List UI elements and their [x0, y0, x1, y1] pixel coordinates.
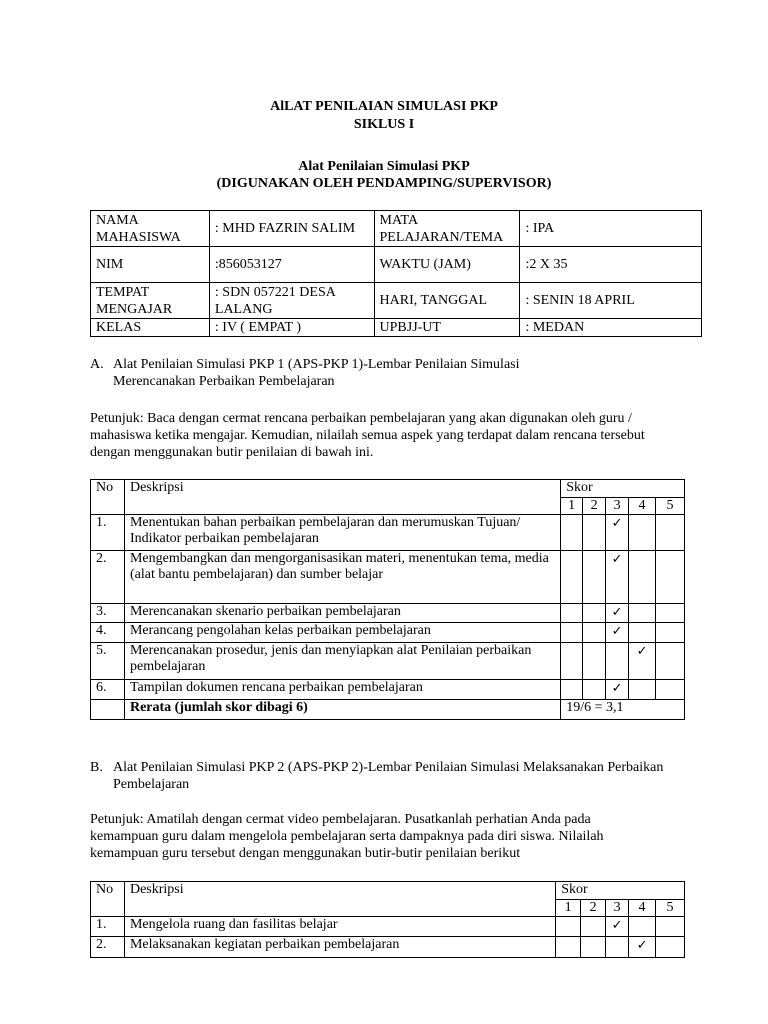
identity-value: : SENIN 18 APRIL	[520, 283, 702, 319]
table-row	[91, 604, 685, 623]
score-cell	[656, 515, 685, 551]
score-cell	[583, 623, 606, 643]
check-mark-icon: ✓	[606, 623, 629, 643]
row-number: 1.	[91, 515, 125, 551]
score-level: 2	[581, 900, 606, 917]
identity-value: : SDN 057221 DESA LALANG	[209, 283, 374, 319]
score-cell	[556, 917, 581, 937]
row-number: 5.	[91, 643, 125, 680]
score-cell	[556, 937, 581, 958]
identity-row	[91, 283, 702, 319]
score-cell	[656, 551, 685, 604]
score-cell	[583, 643, 606, 680]
score-cell	[561, 623, 583, 643]
score-cell	[581, 917, 606, 937]
row-number: 3.	[91, 604, 125, 623]
identity-label: HARI, TANGGAL	[374, 283, 520, 319]
score-cell	[583, 551, 606, 604]
average-row	[91, 700, 685, 720]
identity-label: MATA PELAJARAN/TEMA	[374, 211, 520, 247]
check-mark-icon: ✓	[606, 515, 629, 551]
section-a-instruction: Petunjuk: Baca dengan cermat rencana perbaikan pembelajaran yang akan digunakan oleh guru / mahasiswa ketika mengajar. Kemudian, nilailah semua aspek yang terdapat dalam rencana tersebut dengan menggunakan butir penilaian di bawah ini.	[90, 411, 645, 460]
section-a-heading	[90, 356, 690, 390]
row-number: 2.	[91, 551, 125, 604]
table-row	[91, 643, 685, 680]
row-number: 4.	[91, 623, 125, 643]
row-description: Tampilan dokumen rencana perbaikan pembelajaran	[124, 680, 560, 700]
identity-row	[91, 319, 702, 337]
col-desc-header: Deskripsi	[124, 480, 560, 515]
identity-table	[90, 210, 702, 337]
identity-label: WAKTU (JAM)	[374, 247, 520, 283]
score-level: 5	[656, 498, 685, 515]
identity-value: :2 X 35	[520, 247, 702, 283]
score-cell	[561, 515, 583, 551]
identity-value: : IPA	[520, 211, 702, 247]
check-mark-icon: ✓	[629, 643, 656, 680]
col-score-header: Skor	[561, 480, 685, 498]
document-subtitle: Alat Penilaian Simulasi PKP	[298, 159, 470, 174]
check-mark-icon: ✓	[606, 604, 629, 623]
identity-label: TEMPAT MENGAJAR	[91, 283, 210, 319]
score-cell	[656, 604, 685, 623]
score-cell	[561, 643, 583, 680]
score-cell	[656, 643, 685, 680]
table-row	[91, 551, 685, 604]
score-level: 4	[629, 900, 656, 917]
score-cell	[656, 623, 685, 643]
identity-value: : MHD FAZRIN SALIM	[209, 211, 374, 247]
score-cell	[656, 937, 685, 958]
col-no-header: No	[91, 480, 125, 515]
score-level: 1	[556, 900, 581, 917]
check-mark-icon: ✓	[606, 551, 629, 604]
score-cell	[629, 551, 656, 604]
identity-label: UPBJJ-UT	[374, 319, 520, 337]
table-row	[91, 623, 685, 643]
check-mark-icon: ✓	[629, 937, 656, 958]
row-number: 1.	[91, 917, 125, 937]
score-cell	[561, 604, 583, 623]
identity-label: NAMA MAHASISWA	[91, 211, 210, 247]
score-level: 5	[656, 900, 685, 917]
document-title: AlLAT PENILAIAN SIMULASI PKP	[270, 99, 498, 114]
row-description: Mengelola ruang dan fasilitas belajar	[124, 917, 555, 937]
score-cell	[583, 604, 606, 623]
score-cell	[656, 680, 685, 700]
section-b-title: Alat Penilaian Simulasi PKP 2 (APS-PKP 2)-Lembar Penilaian Simulasi Melaksanakan Perbaikan Pembelajaran	[113, 760, 664, 792]
row-number: 6.	[91, 680, 125, 700]
row-description: Mengembangkan dan mengorganisasikan materi, menentukan tema, media (alat bantu pembelajaran) dan sumber belajar	[124, 551, 560, 604]
col-score-header: Skor	[556, 882, 685, 900]
section-b-letter: B.	[90, 760, 103, 775]
score-cell	[581, 937, 606, 958]
row-description: Merencanakan prosedur, jenis dan menyiapkan alat Penilaian perbaikan pembelajaran	[124, 643, 560, 680]
section-a-score-table	[90, 479, 685, 720]
row-description: Merencanakan skenario perbaikan pembelajaran	[124, 604, 560, 623]
identity-value: : MEDAN	[520, 319, 702, 337]
score-cell	[606, 643, 629, 680]
score-level: 1	[561, 498, 583, 515]
table-row	[91, 515, 685, 551]
table-row	[91, 680, 685, 700]
score-cell	[583, 680, 606, 700]
check-mark-icon: ✓	[606, 680, 629, 700]
cycle-label: SIKLUS I	[353, 117, 415, 132]
average-label: Rerata (jumlah skor dibagi 6)	[124, 700, 560, 720]
score-level: 2	[583, 498, 606, 515]
score-cell	[629, 917, 656, 937]
table-row	[91, 917, 685, 937]
row-description: Merancang pengolahan kelas perbaikan pembelajaran	[124, 623, 560, 643]
row-number: 2.	[91, 937, 125, 958]
document-subtitle-note: (DIGUNAKAN OLEH PENDAMPING/SUPERVISOR)	[216, 176, 552, 191]
score-level: 4	[629, 498, 656, 515]
score-cell	[629, 680, 656, 700]
section-a-letter: A.	[90, 357, 104, 372]
row-description: Melaksanakan kegiatan perbaikan pembelajaran	[124, 937, 555, 958]
score-cell	[561, 680, 583, 700]
section-b-heading	[90, 759, 690, 793]
score-cell	[561, 551, 583, 604]
identity-label: NIM	[91, 247, 210, 283]
identity-row	[91, 247, 702, 283]
score-cell	[583, 515, 606, 551]
score-level: 3	[606, 900, 629, 917]
check-mark-icon: ✓	[606, 917, 629, 937]
col-desc-header: Deskripsi	[124, 882, 555, 917]
identity-value: : IV ( EMPAT )	[209, 319, 374, 337]
section-b-instruction: Petunjuk: Amatilah dengan cermat video pembelajaran. Pusatkanlah perhatian Anda pada kemampuan guru dalam mengelola pembelajaran serta dampaknya pada diri siswa. Nilailah kemampuan guru tersebut dengan menggunakan butir-butir penilaian berikut	[90, 812, 604, 861]
score-cell	[606, 937, 629, 958]
identity-value: :856053127	[209, 247, 374, 283]
identity-label: KELAS	[91, 319, 210, 337]
score-cell	[629, 604, 656, 623]
score-cell	[656, 917, 685, 937]
score-cell	[629, 623, 656, 643]
table-row	[91, 937, 685, 958]
identity-row	[91, 211, 702, 247]
average-value: 19/6 = 3,1	[561, 700, 685, 720]
section-a-title: Alat Penilaian Simulasi PKP 1 (APS-PKP 1)-Lembar Penilaian Simulasi Merencanakan Perbaikan Pembelajaran	[113, 357, 520, 389]
score-cell	[629, 515, 656, 551]
score-level: 3	[606, 498, 629, 515]
col-no-header: No	[91, 882, 125, 917]
section-b-score-table	[90, 881, 685, 958]
row-description: Menentukan bahan perbaikan pembelajaran dan merumuskan Tujuan/ Indikator perbaikan pembelajaran	[124, 515, 560, 551]
